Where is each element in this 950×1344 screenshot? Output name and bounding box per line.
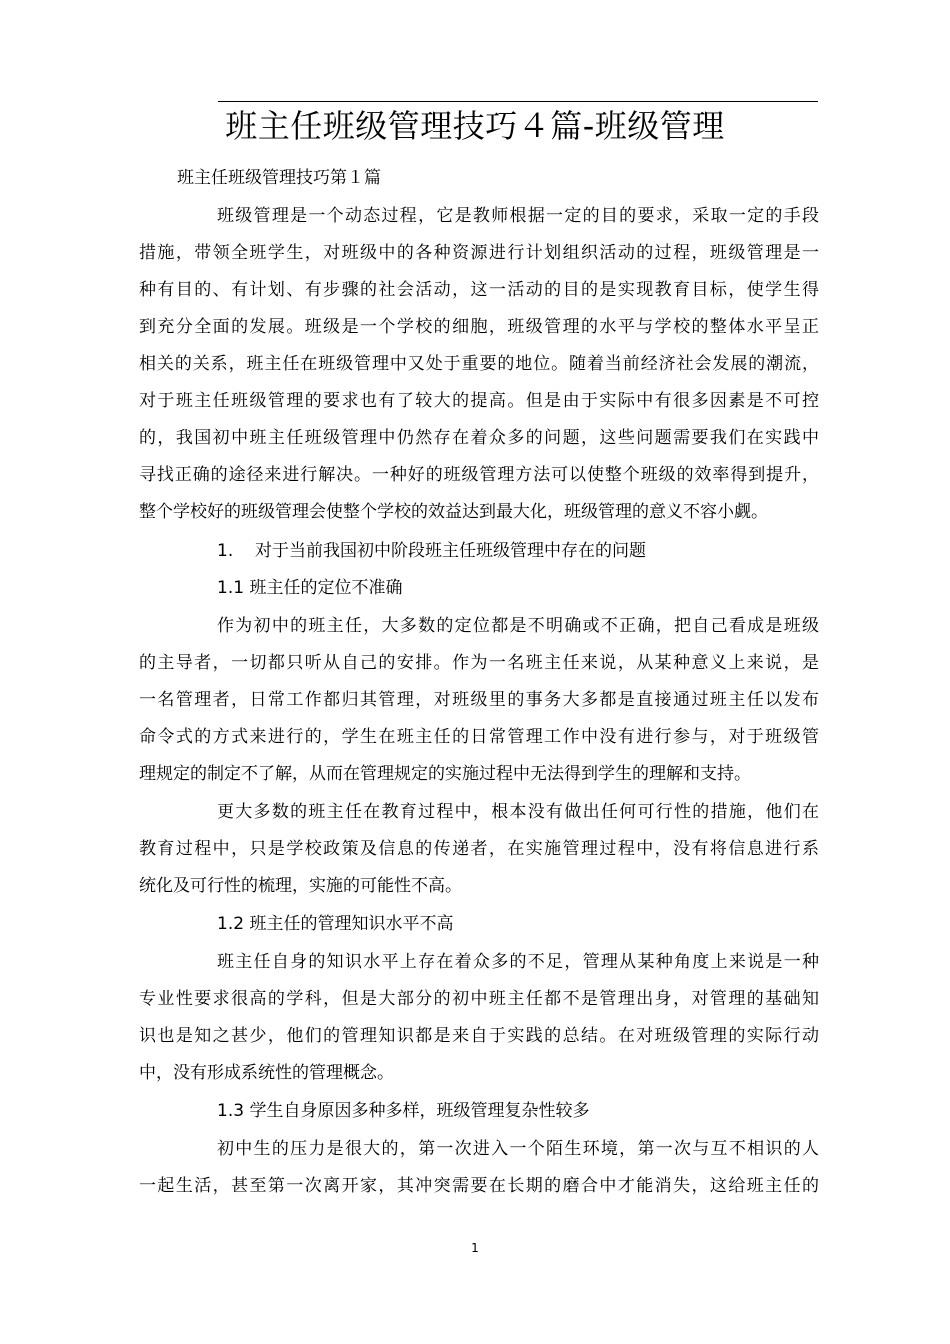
paragraph-line: 到充分全面的发展。班级是一个学校的细胞，班级管理的水平与学校的整体水平呈正 [139,317,819,337]
paragraph-line: 一名管理者，日常工作都归其管理，对班级里的事务大多都是直接通过班主任以发布 [139,690,819,710]
paragraph-line: 的主导者，一切都只听从自己的安排。作为一名班主任来说，从某种意义上来说，是 [139,653,819,673]
paragraph-line: 更大多数的班主任在教育过程中，根本没有做出任何可行性的措施，他们在 [217,802,819,822]
paragraph-line: 种有目的、有计划、有步骤的社会活动，这一活动的目的是实现教育目标，使学生得 [139,280,819,300]
paragraph-line: 命令式的方式来进行的，学生在班主任的日常管理工作中没有进行参与，对于班级管 [139,727,819,747]
paragraph-line: 班主任自身的知识水平上存在着众多的不足，管理从某种角度上来说是一种 [217,952,819,972]
list-number: 1. [217,541,234,561]
paragraph-line: 整个学校好的班级管理会使整个学校的效益达到最大化，班级管理的意义不容小觑。 [139,502,768,522]
page-number: 1 [471,1241,479,1255]
paragraph-line: 中，没有形成系统性的管理概念。 [139,1063,394,1083]
paragraph-line: 初中生的压力是很大的，第一次进入一个陌生环境，第一次与互不相识的人 [217,1139,819,1159]
page-title: 班主任班级管理技巧４篇-班级管理 [225,107,725,145]
subsection-heading: 1.2 班主任的管理知识水平不高 [217,914,454,934]
paragraph-line: 一起生活，甚至第一次离开家，其冲突需要在长期的磨合中才能消失，这给班主任的 [139,1176,819,1196]
paragraph-line: 理规定的制定不了解，从而在管理规定的实施过程中无法得到学生的理解和支持。 [139,764,751,784]
paragraph-line: 识也是知之甚少，他们的管理知识都是来自于实践的总结。在对班级管理的实际行动 [139,1026,819,1046]
subsection-heading: 1.1 班主任的定位不准确 [217,578,403,598]
paragraph-line: 措施，带领全班学生，对班级中的各种资源进行计划组织活动的过程，班级管理是一 [139,243,819,263]
paragraph-line: 寻找正确的途径来进行解决。一种好的班级管理方法可以使整个班级的效率得到提升， [139,465,819,485]
section-subtitle: 班主任班级管理技巧第１篇 [177,168,381,188]
paragraph-line: 对于班主任班级管理的要求也有了较大的提高。但是由于实际中有很多因素是不可控 [139,391,819,411]
paragraph-line: 教育过程中，只是学校政策及信息的传递者，在实施管理过程中，没有将信息进行系 [139,839,819,859]
paragraph-line: 统化及可行性的梳理，实施的可能性不高。 [139,876,462,896]
paragraph-line: 专业性要求很高的学科，但是大部分的初中班主任都不是管理出身，对管理的基础知 [139,989,819,1009]
paragraph-line: 的，我国初中班主任班级管理中仍然存在着众多的问题，这些问题需要我们在实践中 [139,428,819,448]
header-rule [218,101,818,102]
paragraph-line: 相关的关系，班主任在班级管理中又处于重要的地位。随着当前经济社会发展的潮流， [139,354,819,374]
subsection-heading: 1.3 学生自身原因多种多样，班级管理复杂性较多 [217,1101,590,1121]
paragraph-line: 作为初中的班主任，大多数的定位都是不明确或不正确，把自己看成是班级 [217,616,819,636]
paragraph-line: 班级管理是一个动态过程，它是教师根据一定的目的要求，采取一定的手段 [217,206,819,226]
section-heading: 对于当前我国初中阶段班主任班级管理中存在的问题 [255,541,646,561]
